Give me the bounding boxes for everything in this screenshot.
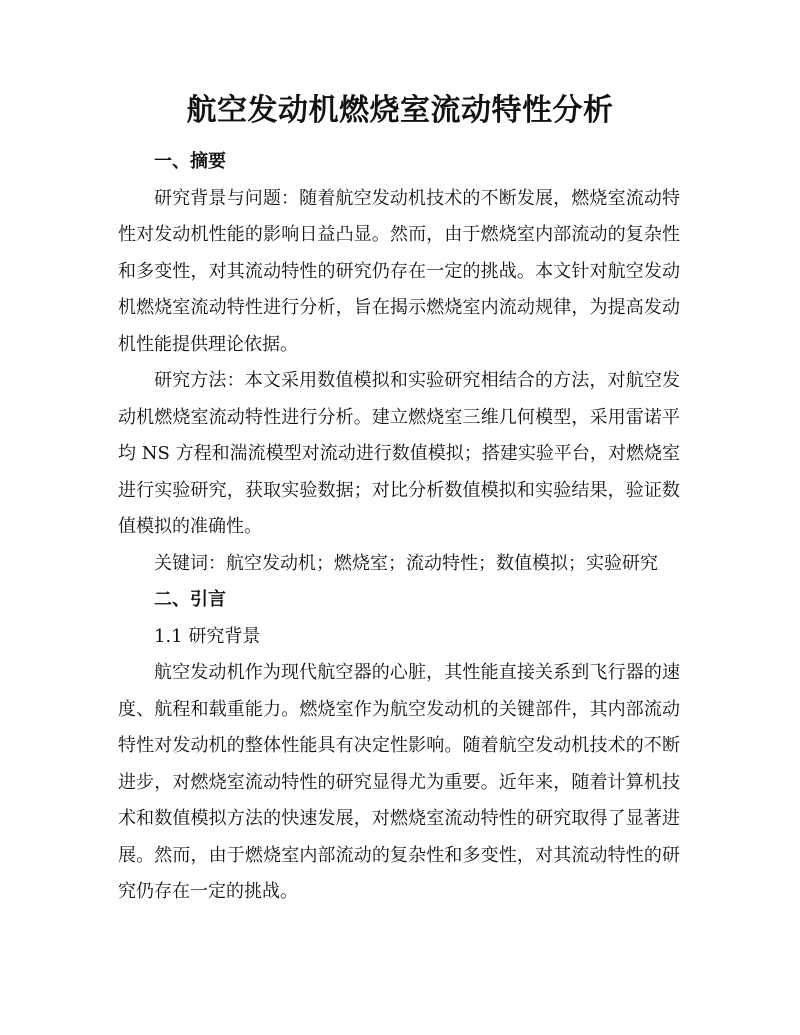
section-1-1-heading: 1.1 研究背景: [154, 625, 261, 647]
abstract-method-paragraph: 研究方法：本文采用数值模拟和实验研究相结合的方法，对航空发动机燃烧室流动特性进行分析。建立燃烧室三维几何模型，采用雷诺平均 NS 方程和湍流模型对流动进行数值模拟；搭建实验平台，对燃烧室进行实验研究，获取实验数据；对比分析数值模拟和实验结果，验证数值模拟的准确性。: [118, 370, 680, 537]
document-body: [118, 144, 680, 911]
abstract-background-paragraph: 研究背景与问题：随着航空发动机技术的不断发展，燃烧室流动特性对发动机性能的影响日益凸显。然而，由于燃烧室内部流动的复杂性和多变性，对其流动特性的研究仍存在一定的挑战。本文针对航空发动机燃烧室流动特性进行分析，旨在揭示燃烧室内流动规律，为提高发动机性能提供理论依据。: [118, 187, 680, 355]
document-title: 航空发动机燃烧室流动特性分析: [186, 93, 614, 128]
introduction-paragraph: 航空发动机作为现代航空器的心脏，其性能直接关系到飞行器的速度、航程和载重能力。燃烧室作为航空发动机的关键部件，其内部流动特性对发动机的整体性能具有决定性影响。随着航空发动机技术的不断进步，对燃烧室流动特性的研究显得尤为重要。近年来，随着计算机技术和数值模拟方法的快速发展，对燃烧室流动特性的研究取得了显著进展。然而，由于燃烧室内部流动的复杂性和多变性，对其流动特性的研究仍存在一定的挑战。: [118, 662, 680, 902]
keywords-line: 关键词：航空发动机；燃烧室；流动特性；数值模拟；实验研究: [154, 552, 658, 574]
introduction-heading: 二、引言: [154, 589, 226, 610]
abstract-heading: 一、摘要: [154, 151, 226, 172]
